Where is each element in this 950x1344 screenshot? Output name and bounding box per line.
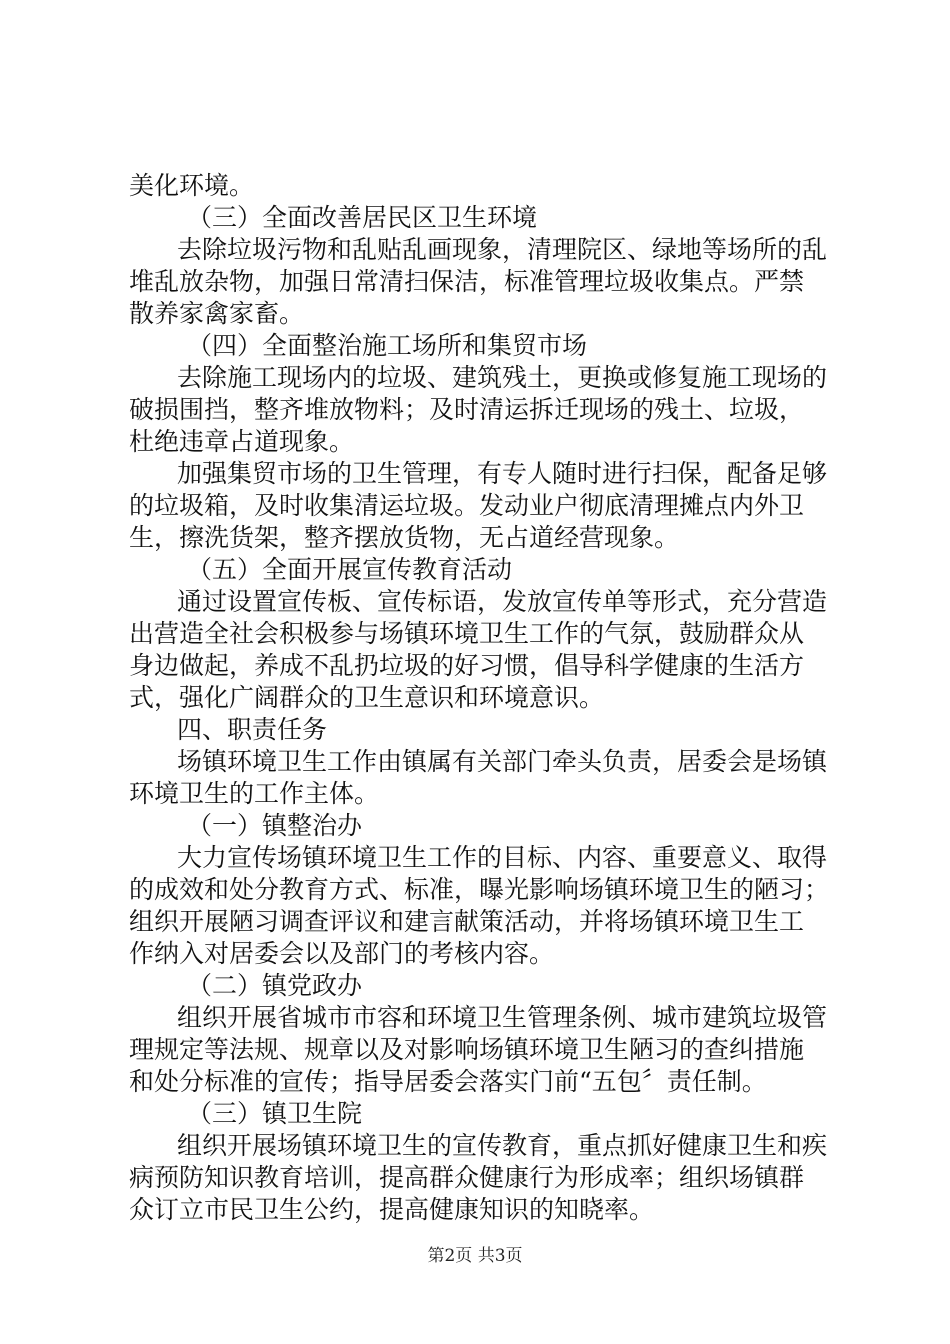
text-line: 破损围挡，整齐堆放物料；及时清运拆迁现场的残土、垃圾， xyxy=(129,395,805,424)
text-line: 组织开展省城市市容和环境卫生管理条例、城市建筑垃圾管 xyxy=(177,1003,828,1032)
page-footer: 第2页 共3页 xyxy=(427,1246,523,1266)
section-heading: （三）镇卫生院 xyxy=(187,1099,363,1128)
section-heading: （一）镇整治办 xyxy=(187,811,363,840)
text-line: 众订立市民卫生公约，提高健康知识的知晓率。 xyxy=(129,1195,655,1224)
text-line: 去除垃圾污物和乱贴乱画现象，清理院区、绿地等场所的乱 xyxy=(177,235,828,264)
text-line: 和处分标准的宣传；指导居委会落实门前“五包〞责任制。 xyxy=(129,1067,767,1096)
document-body xyxy=(129,170,829,1226)
section-heading: （四）全面整治施工场所和集贸市场 xyxy=(187,331,588,360)
text-line: 病预防知识教育培训，提高群众健康行为形成率；组织场镇群 xyxy=(129,1163,805,1192)
text-line: 的成效和处分教育方式、标准，曝光影响场镇环境卫生的陋习； xyxy=(129,875,830,904)
text-line: 四、职责任务 xyxy=(177,715,328,744)
text-line: 加强集贸市场的卫生管理，有专人随时进行扫保，配备足够 xyxy=(177,459,828,488)
text-line: 场镇环境卫生工作由镇属有关部门牵头负责，居委会是场镇 xyxy=(177,747,828,776)
text-line: 通过设置宣传板、宣传标语，发放宣传单等形式，充分营造 xyxy=(177,587,828,616)
text-line: 去除施工现场内的垃圾、建筑残土，更换或修复施工现场的 xyxy=(177,363,828,392)
text-line: 理规定等法规、规章以及对影响场镇环境卫生陋习的查纠措施 xyxy=(129,1035,805,1064)
text-line: 身边做起，养成不乱扔垃圾的好习惯，倡导科学健康的生活方 xyxy=(129,651,805,680)
section-heading: （二）镇党政办 xyxy=(187,971,363,1000)
section-heading: （五）全面开展宣传教育活动 xyxy=(187,555,513,584)
text-line: 环境卫生的工作主体。 xyxy=(129,779,380,808)
text-line: 大力宣传场镇环境卫生工作的目标、内容、重要意义、取得 xyxy=(177,843,828,872)
section-heading: （三）全面改善居民区卫生环境 xyxy=(187,203,538,232)
text-line: 组织开展陋习调查评议和建言献策活动，并将场镇环境卫生工 xyxy=(129,907,805,936)
text-line: 堆乱放杂物，加强日常清扫保洁，标准管理垃圾收集点。严禁 xyxy=(129,267,805,296)
text-line: 美化环境。 xyxy=(129,171,255,200)
text-line: 出营造全社会积极参与场镇环境卫生工作的气氛，鼓励群众从 xyxy=(129,619,805,648)
text-line: 散养家禽家畜。 xyxy=(129,299,305,328)
text-line: 生，擦洗货架，整齐摆放货物，无占道经营现象。 xyxy=(129,523,680,552)
text-line: 作纳入对居委会以及部门的考核内容。 xyxy=(129,939,555,968)
text-line: 杜绝违章占道现象。 xyxy=(129,427,355,456)
text-line: 的垃圾箱，及时收集清运垃圾。发动业户彻底清理摊点内外卫 xyxy=(129,491,805,520)
text-line: 组织开展场镇环境卫生的宣传教育，重点抓好健康卫生和疾 xyxy=(177,1131,828,1160)
text-line: 式，强化广阔群众的卫生意识和环境意识。 xyxy=(129,683,605,712)
